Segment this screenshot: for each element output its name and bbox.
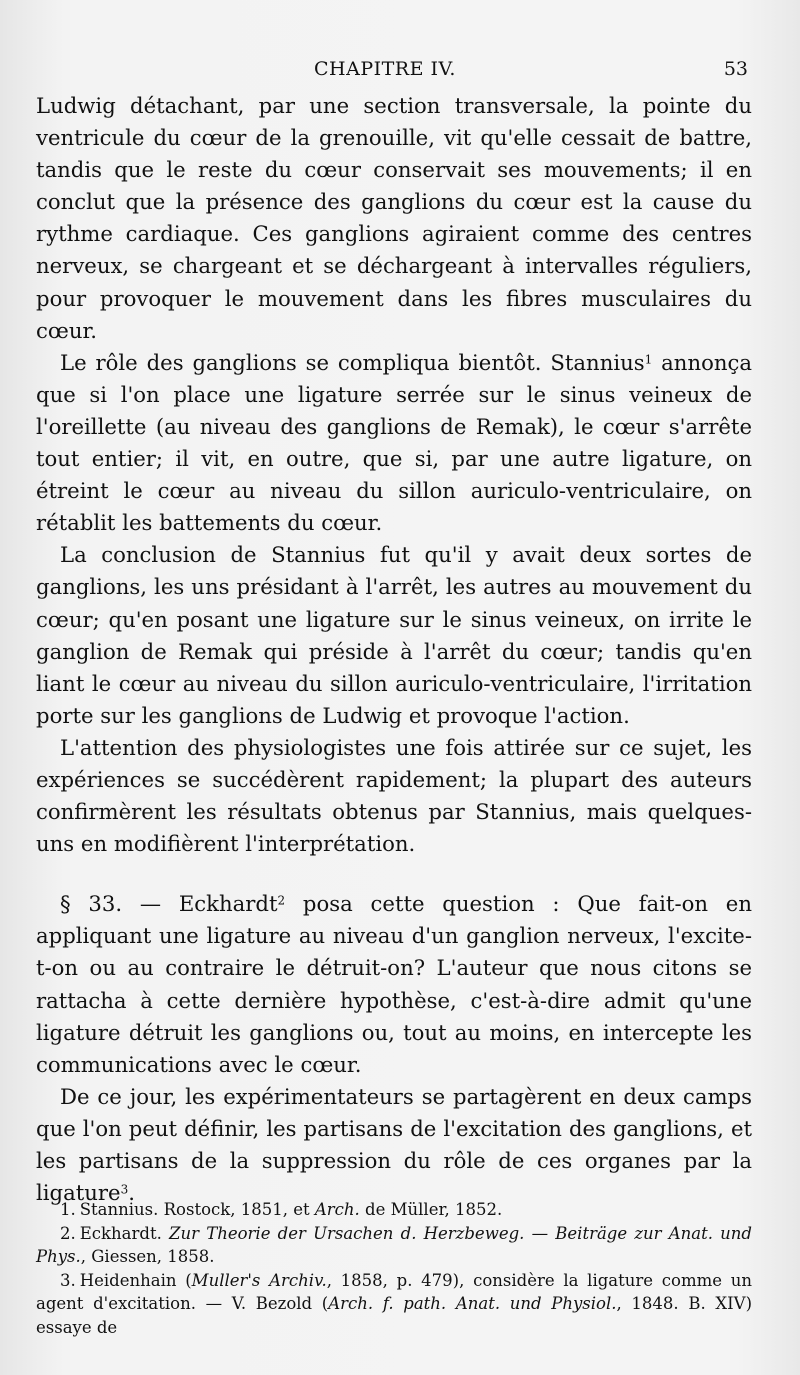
paragraph-text: Le rôle des ganglions se compliqua bientôt. Stannius (60, 349, 645, 375)
page-number: 53 (723, 58, 748, 80)
footnote-text: , 1858, p. 479), considère la ligature comme un agent d'excitation. — V. Bezold ( (36, 1270, 752, 1313)
paragraph-camps (36, 1081, 752, 1209)
paragraph-text: annonça que si l'on place une ligature serrée sur le sinus veineux de l'oreillette (au niveau des ganglions de Remak), le cœur s'arrête tout entier; il vit, en outre, que si, par une autre ligature, on étreint le cœur au niveau du sillon auriculo-ventriculaire, on rétablit les battements du cœur. (36, 349, 752, 536)
paragraph-text: De ce jour, les expérimentateurs se partagèrent en deux camps que l'on peut définir, les partisans de l'excitation des ganglions, et les partisans de la suppression du rôle de ces organes par la ligature (36, 1083, 752, 1206)
footnote-text: Stannius. Rostock, 1851, et (79, 1200, 315, 1219)
paragraph-ludwig: Ludwig détachant, par une section transversale, la pointe du ventricule du cœur de la grenouille, vit qu'elle cessait de battre, tandis que le reste du cœur conservait ses mouvements; il en conclut que la présence des ganglions du cœur est la cause du rythme cardiaque. Ces ganglions agiraient comme des centres nerveux, se chargeant et se déchargeant à intervalles réguliers, pour provoquer le mouvement dans les fibres musculaires du cœur. (36, 93, 752, 343)
footnote-ref-1: 1 (644, 352, 653, 367)
footnote-text: , 1848. B. XIV) essaye de (36, 1294, 753, 1337)
footnote-text: de Müller, 1852. (359, 1200, 503, 1219)
footnote-italic: Muller's Archiv. (191, 1270, 327, 1290)
footnote-text: , Giessen, 1858. (80, 1247, 215, 1266)
page-header (36, 58, 748, 86)
footnote-ref-2: 2 (277, 893, 286, 908)
footnote-text: Eckhardt. (79, 1223, 170, 1243)
footnote-2 (36, 1222, 752, 1269)
paragraph-attention: L'attention des physiologistes une fois attirée sur ce sujet, les expériences se succédèrent rapidement; la plupart des auteurs confirmèrent les résultats obtenus par Stannius, mais quelques-uns en modifièrent l'interprétation. (36, 734, 752, 857)
footnote-text: Heidenhain ( (79, 1270, 192, 1290)
footnote-number: 3. (60, 1270, 76, 1290)
paragraph-conclusion: La conclusion de Stannius fut qu'il y avait deux sortes de ganglions, les uns présidant à l'arrêt, les autres au mouvement du cœur; qu'en posant une ligature sur le sinus veineux, on irrite le ganglion de Remak qui préside à l'arrêt du cœur; tandis qu'en liant le cœur au niveau du sillon auriculo-ventriculaire, l'irritation porte sur les ganglions de Ludwig et provoque l'action. (36, 542, 752, 728)
paragraph-stannius (36, 347, 752, 540)
paragraph-text: . (128, 1180, 135, 1206)
paragraph-text: § 33. — Eckhardt (60, 891, 278, 917)
footnote-italic: Arch. f. path. Anat. und Physiol. (328, 1294, 617, 1313)
paragraph-section-33 (36, 888, 752, 1081)
body-text (36, 90, 752, 1209)
running-head: CHAPITRE IV. (314, 58, 456, 80)
footnote-italic: Arch. (314, 1200, 360, 1219)
footnote-1 (36, 1198, 752, 1222)
footnote-ref-3: 3 (120, 1182, 129, 1197)
footnote-italic: Zur Theorie der Ursachen d. Herzbeweg. — Beiträge zur Anat. und Phys. (36, 1223, 752, 1266)
footnote-number: 1. (60, 1200, 76, 1219)
paragraph-text: posa cette question : Que fait-on en appliquant une ligature au niveau d'un ganglion nerveux, l'excite-t-on ou au contraire le détruit-on? L'auteur que nous citons se rattacha à cette dernière hypothèse, c'est-à-dire admit qu'une ligature détruit les ganglions ou, tout au moins, en intercepte les communications avec le cœur. (36, 891, 752, 1077)
footnotes (36, 1198, 752, 1339)
footnote-3 (36, 1269, 752, 1340)
footnote-number: 2. (60, 1223, 76, 1243)
